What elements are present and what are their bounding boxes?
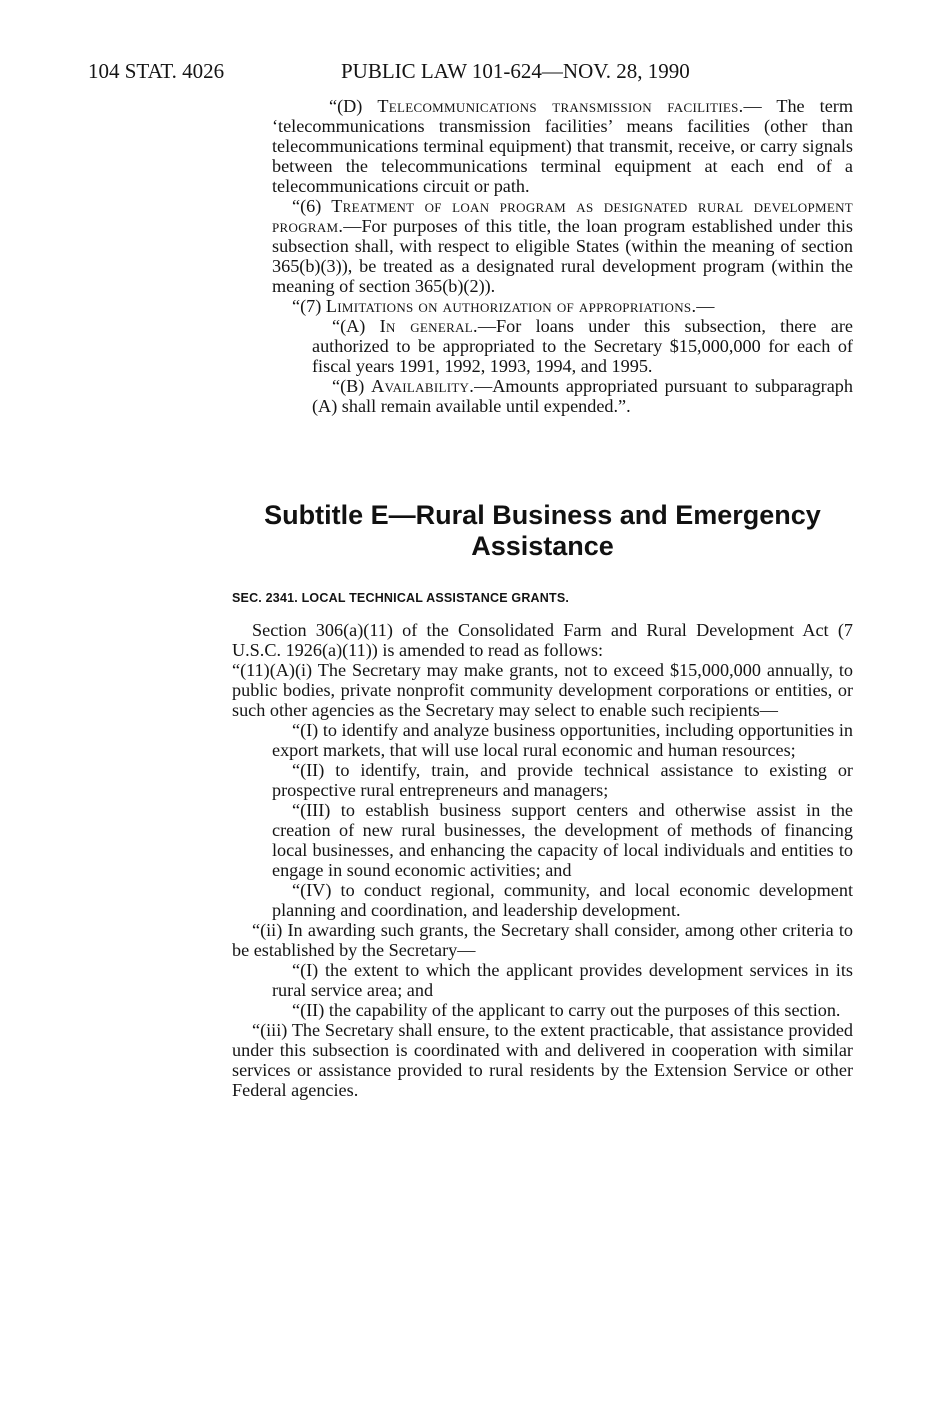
subclause-iii: “(III) to establish business support centers and otherwise assist in the creation of new rural businesses, the development of methods of financing local businesses, and enhancing the capacity of local individuals and entities to engage in sound economic activities; and [272,800,853,880]
section-heading: SEC. 2341. LOCAL TECHNICAL ASSISTANCE GRANTS. [232,591,570,605]
paragraph-7 [232,296,853,316]
paragraph-7b [232,376,853,416]
section-2341-block [232,588,853,1100]
paragraph-7-text: — [696,296,715,316]
clause-ii: “(ii) In awarding such grants, the Secretary shall consider, among other criteria to be established by the Secretary— [232,920,853,960]
public-law-reference: PUBLIC LAW 101-624—NOV. 28, 1990 [341,59,690,83]
paragraph-6-lead: “(6) [292,196,332,216]
paragraph-d [232,96,853,196]
heading-spacer [232,608,853,620]
paragraph-6 [232,196,853,296]
paragraph-7b-lead: “(B) [332,376,372,396]
amendment-text-block [232,96,853,416]
paragraph-d-text: — The term ‘telecommunications transmission facilities’ means facilities (other than telecommunications terminal equipment) that transmit, receive, or carry signals between the telecommunications terminal equipment at each end of a telecommunications circuit or path. [272,96,853,196]
paragraph-d-heading: Telecommunications transmission facilities. [377,96,744,116]
subtitle-heading [232,500,853,562]
paragraph-7b-text: —Amounts appropriated pursuant to subparagraph (A) shall remain available until expended.”. [312,376,853,416]
paragraph-7a-lead: “(A) [332,316,380,336]
paragraph-7-heading: Limitations on authorization of appropriations. [325,296,697,316]
section-intro: Section 306(a)(11) of the Consolidated Farm and Rural Development Act (7 U.S.C. 1926(a)(11)) is amended to read as follows: [232,620,853,660]
subclause-ii: “(II) to identify, train, and provide technical assistance to existing or prospective rural entrepreneurs and managers; [272,760,853,800]
clause-iii: “(iii) The Secretary shall ensure, to the extent practicable, that assistance provided under this subsection is coordinated with and delivered in cooperation with similar services or assistance provided to rural residents by the Extension Service or other Federal agencies. [232,1020,853,1100]
subclause-i: “(I) to identify and analyze business opportunities, including opportunities in export markets, that will use local rural economic and human resources; [272,720,853,760]
paragraph-7a [232,316,853,376]
clause-11-a-i: “(11)(A)(i) The Secretary may make grants, not to exceed $15,000,000 annually, to public bodies, private nonprofit community development corporations or entities, or such other agencies as the Secretary may select to enable such recipients— [232,660,853,720]
paragraph-6-heading: Treatment of loan program as designated rural development program. [272,196,854,236]
paragraph-7-lead: “(7) [292,296,326,316]
criterion-i: “(I) the extent to which the applicant provides development services in its rural service area; and [272,960,853,1000]
subtitle-line-2: Assistance [471,531,614,561]
criterion-ii: “(II) the capability of the applicant to carry out the purposes of this section. [292,1000,841,1020]
subtitle-line-1: Subtitle E—Rural Business and Emergency [264,500,821,530]
subclause-iv: “(IV) to conduct regional, community, and local economic development planning and coordination, and leadership development. [272,880,853,920]
statute-reference: 104 STAT. 4026 [88,59,225,83]
paragraph-7a-text: —For loans under this subsection, there are authorized to be appropriated to the Secretary $15,000,000 for each of fiscal years 1991, 1992, 1993, 1994, and 1995. [312,316,853,376]
paragraph-7b-heading: Availability. [371,376,475,396]
paragraph-7a-heading: In general. [379,316,478,336]
paragraph-6-text: —For purposes of this title, the loan program established under this subsection shall, with respect to eligible States (within the meaning of section 365(b)(3)), be treated as a designated rural development program (within the meaning of section 365(b)(2)). [272,216,853,296]
paragraph-d-lead: “(D) [329,96,378,116]
